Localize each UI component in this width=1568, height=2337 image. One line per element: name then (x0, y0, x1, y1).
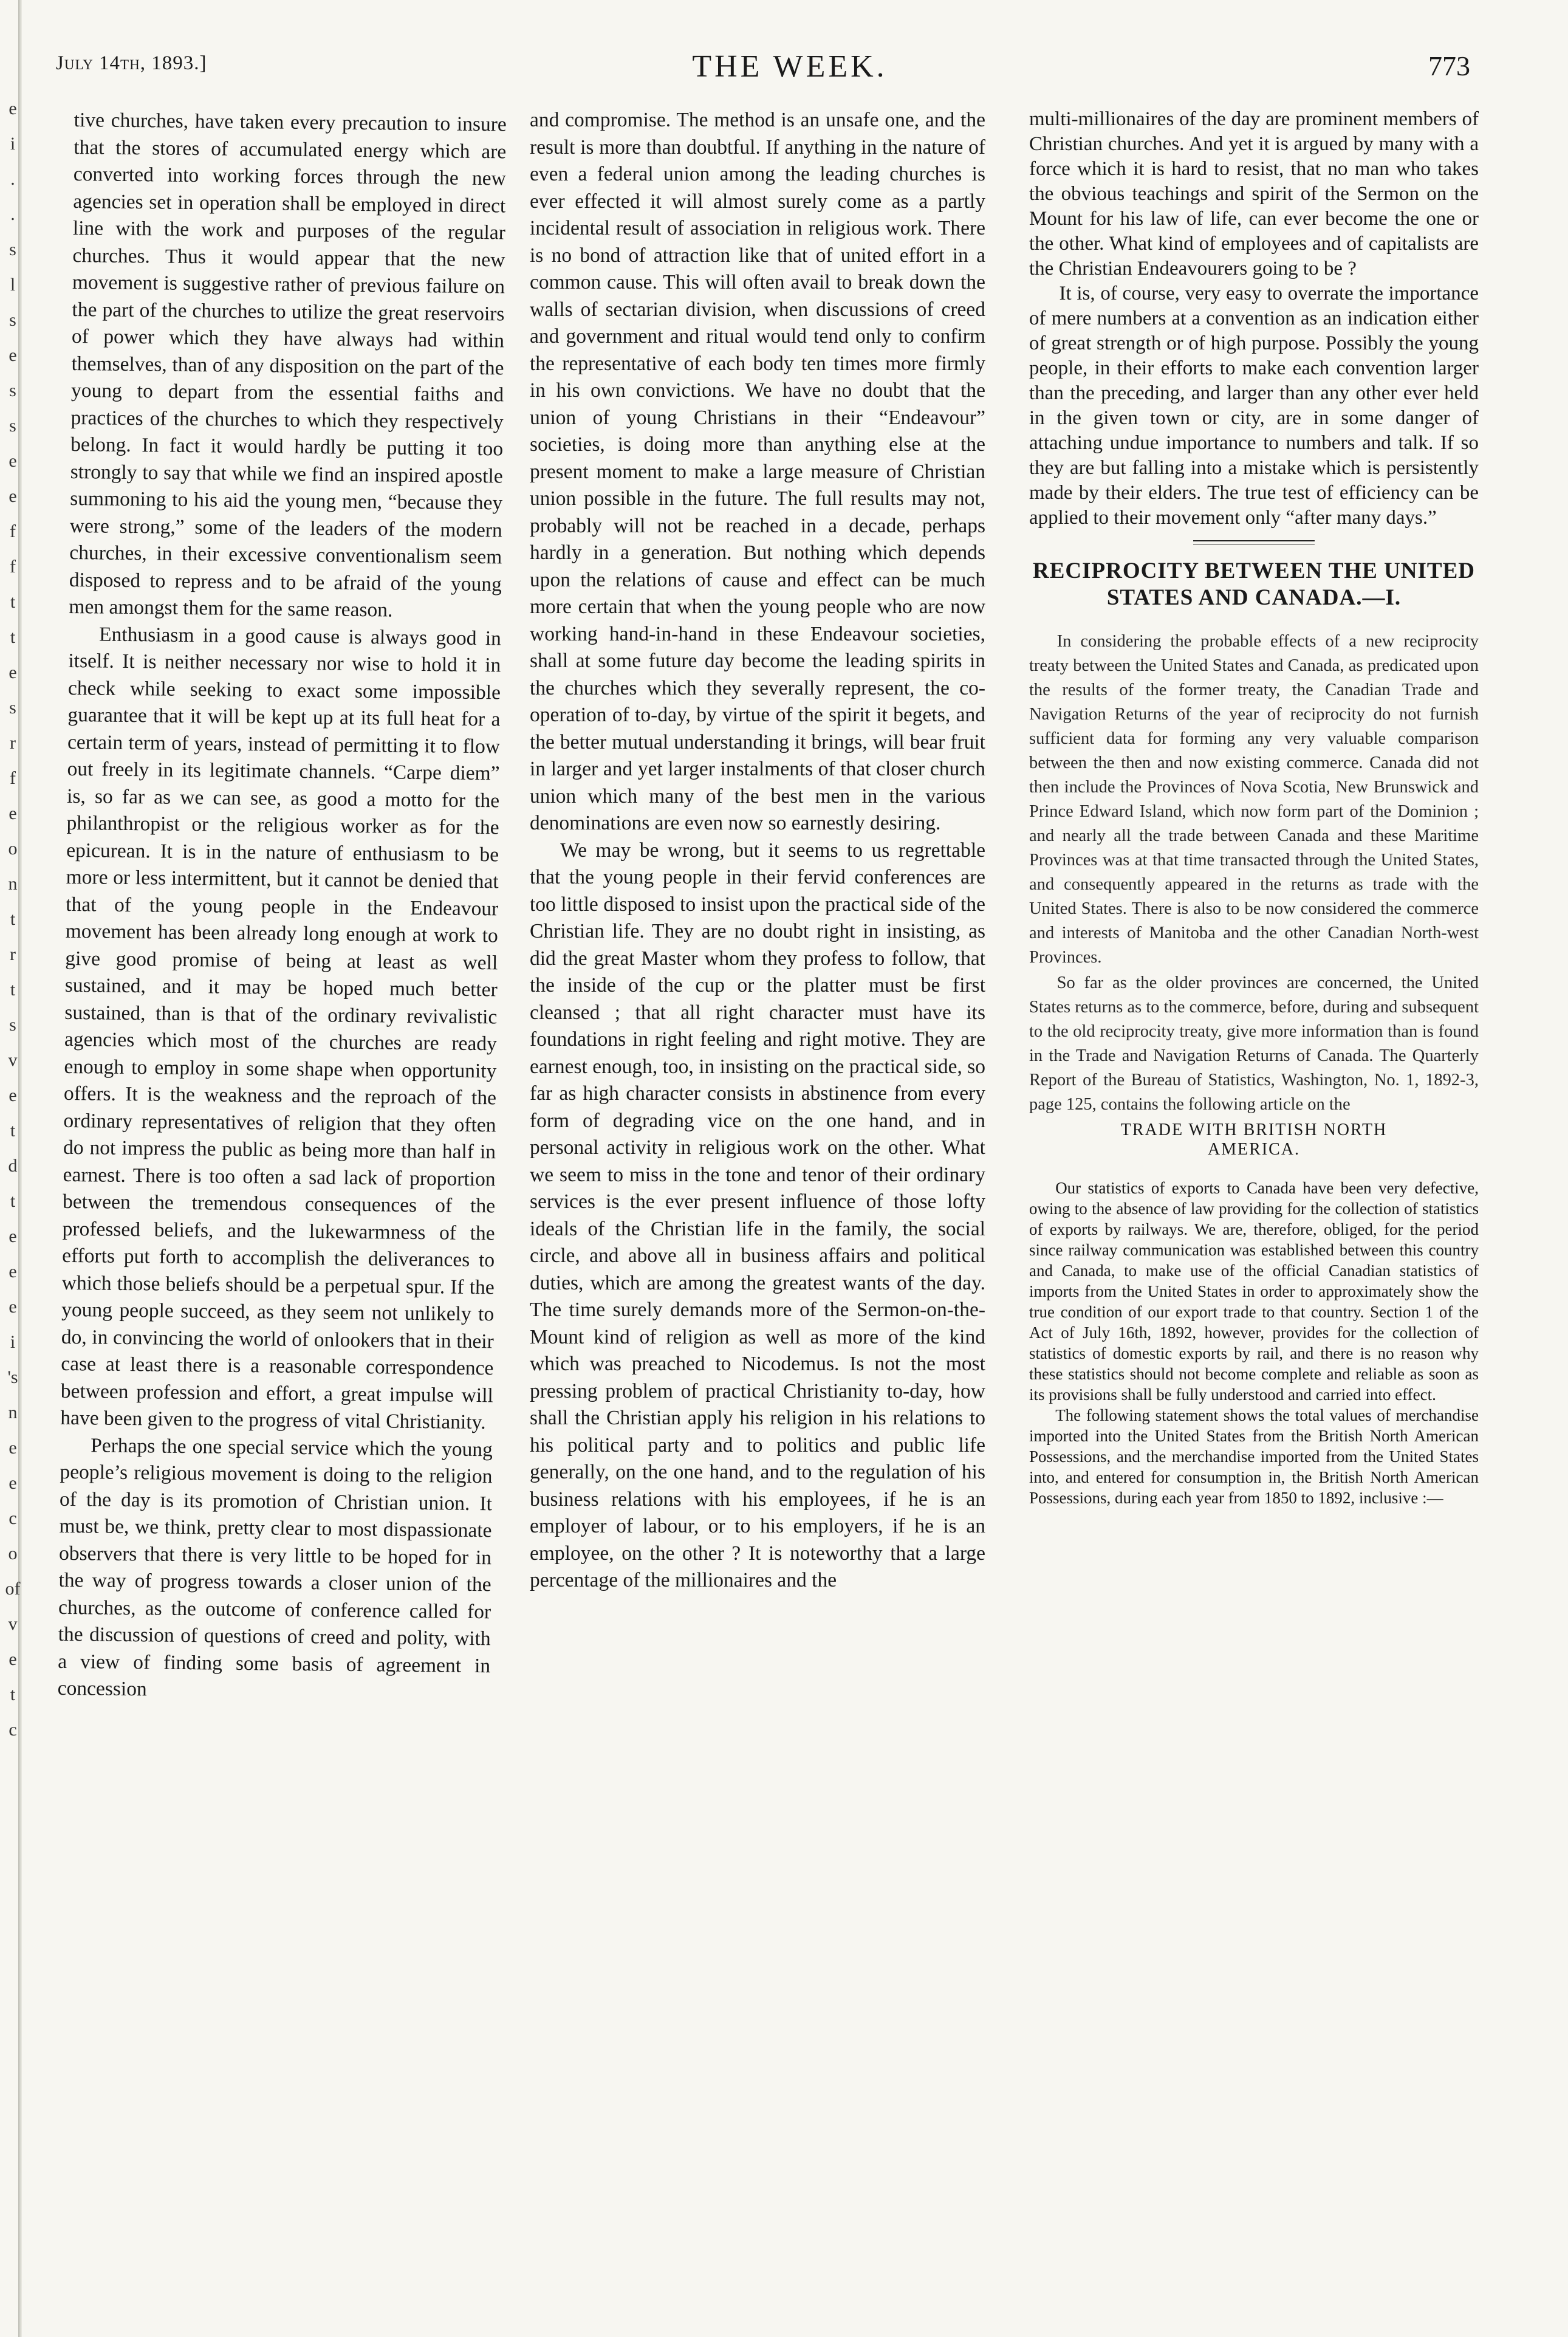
bleed-letter: e (9, 451, 17, 471)
bleed-letter: i (10, 134, 16, 154)
article-title (1029, 558, 1479, 611)
bleed-letter: e (9, 662, 17, 682)
column-middle (530, 107, 985, 2209)
paragraph: multi-millionaires of the day are prominent members of Christian churches. And yet it is argued by many with a force which it is hard to resist, that no man who takes the obvious teachings and spirit of the Sermon on the Mount for his law of life, can ever become the one or the other. What kind of employees and of capitalists are the Christian Endeavourers going to be ? (1029, 108, 1479, 280)
bleed-letter: t (10, 1120, 16, 1141)
header-date: July 14th, 1893.] (56, 52, 207, 74)
paragraph: In considering the probable effects of a new reciprocity treaty between the United States and Canada, as predicated upon the results of the former treaty, the Canadian Trade and Navigation Returns of the year of reciprocity do not furnish sufficient data for forming any very valuable comparison between the then and now existing commerce. Canada did not then include the Provinces of Nova Scotia, New Brunswick and Prince Edward Island, which now form part of the Dominion ; and nearly all the trade between Canada and these Maritime Provinces was at that time transacted through the United States, and consequently appeared in the returns as trade with the United States. There is also to be now considered the commerce and interests of Manitoba and the other Canadian North-west Provinces. (1029, 632, 1479, 967)
bleed-letter: e (9, 1226, 17, 1246)
bleed-letter: f (10, 557, 16, 577)
bleed-letter: e (9, 1261, 17, 1282)
bleed-letter: r (10, 944, 16, 964)
bleed-letter: e (9, 803, 17, 823)
bleed-letter: t (10, 627, 16, 647)
quoted-section-title (1029, 1120, 1479, 1159)
bleed-letter: t (10, 1191, 16, 1211)
bleed-letter: r (10, 733, 16, 753)
article-body (1029, 630, 1479, 1117)
bleed-letter: e (9, 98, 17, 118)
bleed-letter: s (9, 698, 16, 718)
paragraph: It is, of course, very easy to overrate the importance of mere numbers at a convention as an indication either of great strength or of high purpose. Possibly the young people, in their efforts to make each convention larger than the preceding, and larger than any other ever held in the given town or city, are in some danger of attaching undue importance to numbers and talk. If so they are but falling into a mistake which is persistently made by their elders. The true test of efficiency can be applied to their movement only “after many days.” (1029, 283, 1479, 529)
bleed-letter: n (8, 874, 18, 894)
bleed-letter: e (9, 1649, 17, 1669)
paragraph: Our statistics of exports to Canada have been very defective, owing to the absence of law providing for the collection of statistics of exports by railways. We are, therefore, obliged, for the period since railway communication was established between this country and Canada, to make use of the official Canadian statistics of imports from the United States in order to approximately show the true condition of our export trade to that country. Section 1 of the Act of July 16th, 1892, however, provides for the collection of statistics of domestic exports by rail, and there is no reason why these statistics should not become complete and reliable as soon as its provisions shall be fully understood and carried into effect. (1029, 1179, 1479, 1404)
page-number: 773 (1428, 50, 1470, 81)
paragraph: So far as the older provinces are concerned, the United States returns as to the commerce, before, during and subsequent to the old reciprocity treaty, give more information than is found in the Trade and Navigation Returns of Canada. The Quarterly Report of the Bureau of Statistics, Washington, No. 1, 1892-3, page 125, contains the following article on the (1029, 973, 1479, 1114)
bleed-letter: s (9, 310, 16, 330)
bleed-letter: . (10, 169, 15, 189)
bleed-letter: o (8, 839, 18, 859)
margin-bleed-letters (2, 91, 23, 2254)
bleed-letter: l (10, 275, 16, 295)
bleed-letter: c (9, 1720, 17, 1740)
paragraph: Enthusiasm in a good cause is always good in itself. It is neither necessary nor wise to hold it in check while seeking to exact some impossible guarantee that it will be kept up at its full heat for a certain term of years, instead of permitting it to flow out freely in its legitimate channels. “Carpe diem” is, so far as we can see, as good a motto for the philanthropist or the religious worker as for the epicurean. It is in the nature of enthusiasm to be more or less intermittent, but it cannot be denied that that of the young people in the Endeavour movement has been already long enough at work to give good promise of being at least as well sustained, and it may be hoped much better sustained, than is that of the ordinary revivalistic agencies which most of the churches are ready enough to employ in some shape when opportunity offers. It is the weakness and the reproach of the ordinary representatives of religion that they often do not impress the public as being more than half in earnest. There is too often a sad lack of proportion between the tremendous consequences of the professed beliefs, and the lukewarmness of the efforts put forth to accomplish the deliverances to which those beliefs should be a perpetual spur. If the young people succeed, as they seem not unlikely to do, in convincing the world of onlookers that in their case at least there is a reasonable correspondence between profession and effort, a great impulse will have been given to the progress of vital Christianity. (60, 622, 502, 1434)
bleed-letter: v (8, 1050, 18, 1070)
bleed-letter: s (9, 416, 16, 436)
bleed-letter: s (9, 239, 16, 259)
bleed-letter: v (8, 1614, 18, 1634)
bleed-letter: t (10, 592, 16, 612)
article-title-line: RECIPROCITY BETWEEN THE UNITED (1032, 558, 1475, 583)
column-left (52, 107, 507, 2214)
section-divider (1193, 540, 1315, 544)
paragraph: The following statement shows the total values of merchandise imported into the United States from the British North American Possessions, and the merchandise imported from the United States into, and entered for consumption in, the British North American Possessions, during each year from 1850 to 1892, inclusive :— (1029, 1406, 1479, 1507)
bleed-letter: f (10, 768, 16, 788)
masthead-title: THE WEEK. (692, 49, 888, 84)
quoted-title-line: AMERICA. (1207, 1140, 1301, 1159)
bleed-letter: . (10, 204, 15, 224)
bleed-letter: t (10, 980, 16, 1000)
paragraph: Perhaps the one special service which the young people’s religious movement is doing to the religion of the day is its promotion of Christian union. It must be, we think, pretty clear to most dispassionate observers that there is very little to be hoped for in the way of progress towards a closer union of the churches, as the outcome of conference called for the discussion of questions of creed and polity, with a view of finding some basis of agreement in concession (57, 1433, 493, 1701)
bleed-letter: e (9, 486, 17, 506)
bleed-letter: of (5, 1579, 21, 1599)
paragraph: and compromise. The method is an unsafe one, and the result is more than doubtful. If anything in the nature of even a federal union among the leading churches is ever effected it will almost surely come as a partly incidental result of association in religious work. There is no bond of attraction like that of united effort in a common cause. This will often avail to break down the walls of sectarian division, when discussions of creed and government and ritual would tend only to confirm the representative of each body ten times more firmly in his own convictions. We have no doubt that the union of young Christians in their “Endeavour” societies, is doing more than anything else at the present moment to make a large measure of Christian union possible in the future. The full results may not, probably will not be reached in a decade, perhaps hardly in a generation. But nothing which depends upon the relations of cause and effect can be much more certain that when the young people who are now working hand-in-hand in these Endeavour societies, shall at some future day become the leading spirits in the churches which they severally represent, the co-operation of to-day, by virtue of the spirit it begets, and the better mutual understanding it brings, will bear fruit in larger and yet larger instalments of that closer church union which many of the best men in the various denominations are even now so earnestly desiring. (530, 109, 985, 834)
article-title-line: STATES AND CANADA.—I. (1106, 585, 1402, 610)
bleed-letter: i (10, 1332, 16, 1352)
quoted-title-line: TRADE WITH BRITISH NORTH (1120, 1120, 1388, 1139)
bleed-letter: t (10, 1684, 16, 1704)
bleed-letter: 's (7, 1367, 18, 1387)
bleed-letter: e (9, 1297, 17, 1317)
bleed-letter: e (9, 1438, 17, 1458)
bleed-letter: e (9, 345, 17, 365)
bleed-letter: o (8, 1543, 18, 1563)
bleed-letter: n (8, 1402, 18, 1422)
bleed-letter: f (10, 521, 16, 541)
bleed-letter: d (8, 1156, 18, 1176)
paragraph: tive churches, have taken every precaution to insure that the stores of accumulated energy which are converted into working forces through the new agencies set in operation shall be employed in direct line with the work and purposes of the regular churches. Thus it would appear that the new movement is suggestive rather of previous failure on the part of the churches to utilize the great reservoirs of power which they have always had within themselves, than of any disposition on the part of the young to depart from the essential faiths and practices of the churches to which they respectively belong. In fact it would hardly be putting it too strongly to say that while we find an inspired apostle summoning to his aid the young men, “because they were strong,” some of the leaders of the modern churches, in their excessive conventionalism seem disposed to repress and to be afraid of the young men amongst them for the same reason. (69, 108, 507, 622)
bleed-letter: s (9, 1015, 16, 1035)
bleed-letter: t (10, 909, 16, 929)
bleed-letter: e (9, 1085, 17, 1105)
column-right (1029, 107, 1479, 2209)
bleed-letter: s (9, 380, 16, 400)
bleed-letter: e (9, 1473, 17, 1493)
quoted-body (1029, 1178, 1479, 1508)
paragraph: We may be wrong, but it seems to us regrettable that the young people in their fervid conferences are too little disposed to insist upon the practical side of the Christian life. They are no doubt right in insisting, as did the great Master whom they profess to follow, that the inside of the cup or the platter must be first cleansed ; that all right character must have its foundations in right feeling and right motive. They are earnest enough, too, in insisting on the practical side, so far as high character consists in abstinence from every form of degrading vice on the one hand, and in personal activity in religious work on the other. What we seem to miss in the tone and tenor of their ordinary services is the ever present influence of those lofty ideals of the Christian life in the family, the social circle, and above all in business affairs and political duties, which are among the greatest wants of the day. The time surely demands more of the Sermon-on-the-Mount kind of religion as well as more of the kind which was preached to Nicodemus. Is not the most pressing problem of practical Christianity to-day, how shall the Christian apply his religion in his relations to his political party and to politics and public life generally, on the one hand, and to the regulation of his business relations with his employees, if he is an employer of labour, or to his employers, if he is an employee, on the other ? It is noteworthy that a large percentage of the millionaires and the (530, 839, 985, 1591)
bleed-letter: c (9, 1508, 17, 1528)
